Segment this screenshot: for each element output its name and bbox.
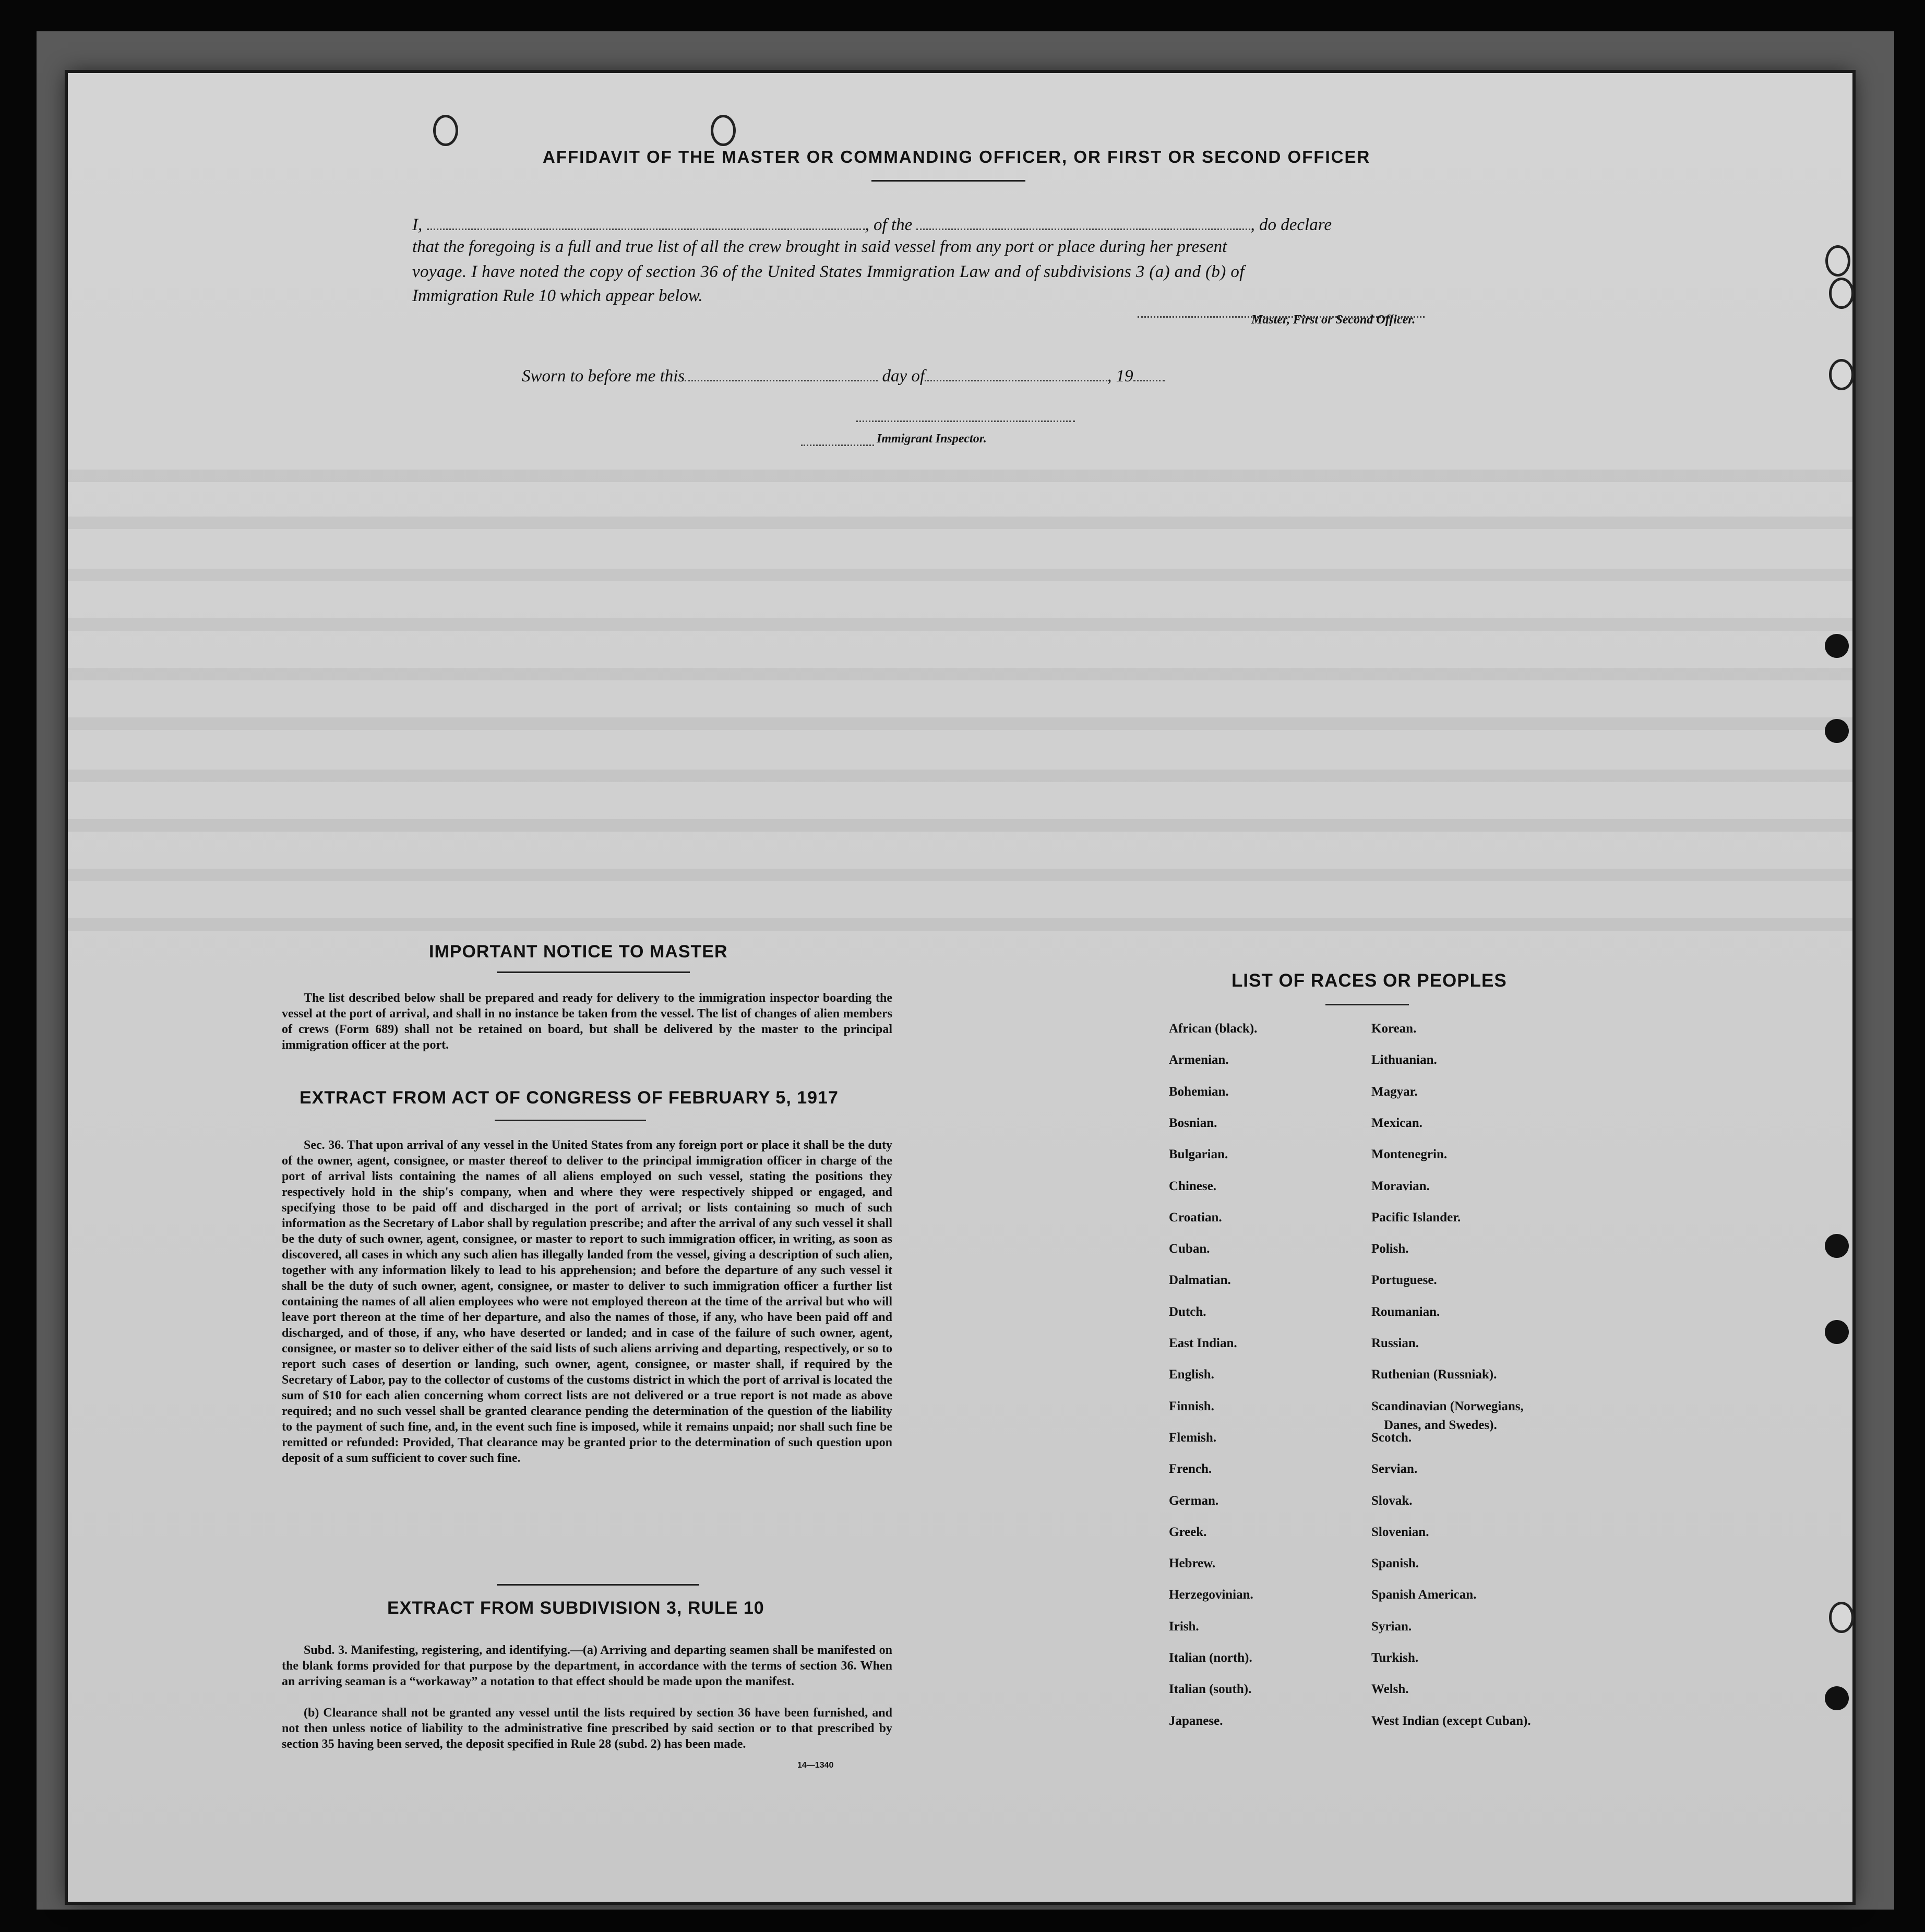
race-item: Pacific Islander.	[1371, 1210, 1461, 1225]
race-item: Irish.	[1169, 1619, 1199, 1634]
race-item: Syrian.	[1371, 1619, 1412, 1634]
punch-hole	[1825, 245, 1850, 277]
race-item: Moravian.	[1371, 1179, 1430, 1193]
race-item: Croatian.	[1169, 1210, 1222, 1225]
binding-dot	[1825, 1234, 1849, 1258]
bleed-through	[68, 918, 1852, 931]
race-item: Portuguese.	[1371, 1273, 1437, 1287]
bleed-through	[68, 668, 1852, 680]
race-item: Russian.	[1371, 1336, 1419, 1350]
race-item: Scotch.	[1371, 1431, 1412, 1445]
affidavit-of-the: , of the	[865, 215, 913, 234]
race-item: Finnish.	[1169, 1399, 1214, 1413]
bleed-through	[68, 470, 1852, 482]
year-blank[interactable]	[1133, 366, 1165, 381]
race-item: Chinese.	[1169, 1179, 1216, 1193]
rule-text-a: Subd. 3. Manifesting, registering, and identifying.—(a) Arriving and departing seamen shall be manifested on the blank forms provided for that purpose by the department, in accordance with the terms of section 36. When an arriving seaman is a “workaway” a notation to that effect should be made upon the manifest.	[282, 1643, 892, 1688]
race-right-continuation: Danes, and Swedes).	[1384, 1418, 1497, 1432]
race-item: Servian.	[1371, 1462, 1418, 1476]
race-item: Ruthenian (Russniak).	[1371, 1367, 1497, 1382]
bleed-through	[68, 569, 1852, 581]
race-item: Roumanian.	[1371, 1305, 1440, 1319]
race-item: Montenegrin.	[1371, 1147, 1448, 1161]
race-item: Dalmatian.	[1169, 1273, 1231, 1287]
document-page	[68, 73, 1852, 1902]
divider	[871, 180, 1025, 182]
affidavit-line-4: Immigration Rule 10 which appear below.	[412, 286, 703, 305]
race-item: Herzegovinian.	[1169, 1588, 1253, 1602]
race-item: Italian (north).	[1169, 1651, 1252, 1665]
binding-dot	[1825, 1686, 1849, 1710]
sworn-prefix: Sworn to before me this	[522, 367, 685, 386]
races-title: LIST OF RACES OR PEOPLES	[1231, 970, 1507, 991]
notice-text: The list described below shall be prepared and ready for delivery to the immigration inspector boarding the vessel at the port of arrival, and shall in no instance be taken from the vessel. The list of changes of alien members of crews (Form 689) shall not be retained on board, but shall be delivered by the master to the principal immigration officer at the port.	[282, 991, 892, 1052]
race-item: Hebrew.	[1169, 1556, 1216, 1570]
race-item: Italian (south).	[1169, 1682, 1252, 1696]
race-item: Armenian.	[1169, 1053, 1229, 1067]
divider	[497, 971, 690, 973]
race-item: Bulgarian.	[1169, 1147, 1228, 1161]
race-item: West Indian (except Cuban).	[1371, 1714, 1531, 1728]
race-item: Korean.	[1371, 1022, 1417, 1036]
divider	[497, 1584, 699, 1586]
race-item: Lithuanian.	[1371, 1053, 1437, 1067]
race-item: Spanish American.	[1371, 1588, 1477, 1602]
notice-title: IMPORTANT NOTICE TO MASTER	[429, 942, 728, 962]
race-item: East Indian.	[1169, 1336, 1237, 1350]
race-item: Scandinavian (Norwegians,	[1371, 1399, 1524, 1413]
vessel-blank[interactable]	[916, 215, 1250, 230]
race-item: Japanese.	[1169, 1714, 1223, 1728]
bleed-through	[68, 770, 1852, 782]
race-item: Slovenian.	[1371, 1525, 1429, 1539]
affidavit-line-3: voyage. I have noted the copy of section 36 of the United States Immigration Law and of subdivisions 3 (a) and (b) of	[412, 262, 1245, 281]
race-item: Greek.	[1169, 1525, 1207, 1539]
sworn-year: , 19	[1107, 367, 1133, 386]
form-number: 14—1340	[797, 1761, 834, 1770]
race-item: Cuban.	[1169, 1242, 1210, 1256]
bleed-through	[68, 869, 1852, 881]
race-item: Dutch.	[1169, 1305, 1206, 1319]
race-item: Bosnian.	[1169, 1116, 1217, 1130]
race-item: African (black).	[1169, 1022, 1258, 1036]
bleed-through	[68, 618, 1852, 631]
race-item: Magyar.	[1371, 1085, 1418, 1099]
race-item: French.	[1169, 1462, 1212, 1476]
affidavit-i: I,	[412, 215, 423, 234]
bleed-through	[68, 717, 1852, 730]
inspector-line-top	[856, 407, 1075, 422]
affidavit-declare: , do declare	[1250, 215, 1332, 234]
race-item: English.	[1169, 1367, 1214, 1382]
inspector-signature-blank[interactable]	[801, 431, 874, 446]
month-blank[interactable]	[925, 366, 1107, 381]
rule-text-b: (b) Clearance shall not be granted any vessel until the lists required by section 36 have been furnished, and not then unless notice of liability to the administrative fine prescribed by said section or to that prescribed by section 35 having been served, the deposit specified in Rule 28 (subd. 2) has been made.	[282, 1706, 892, 1751]
rule-title: EXTRACT FROM SUBDIVISION 3, RULE 10	[387, 1598, 764, 1618]
binding-dot	[1825, 634, 1849, 658]
inspector-label: Immigrant Inspector.	[877, 432, 987, 446]
race-item: Flemish.	[1169, 1431, 1216, 1445]
race-item: Bohemian.	[1169, 1085, 1229, 1099]
race-item: Slovak.	[1371, 1494, 1413, 1508]
master-signature-label: Master, First or Second Officer.	[1251, 313, 1416, 327]
sworn-line	[522, 365, 1200, 387]
punch-hole	[1829, 278, 1854, 309]
name-blank[interactable]	[427, 215, 865, 230]
race-item: Welsh.	[1371, 1682, 1409, 1696]
punch-hole	[1829, 359, 1854, 390]
affidavit-line-1	[412, 214, 1487, 236]
punch-hole	[711, 115, 736, 146]
race-item: Mexican.	[1371, 1116, 1422, 1130]
binding-dot	[1825, 719, 1849, 743]
race-item: Turkish.	[1371, 1651, 1419, 1665]
divider	[495, 1120, 646, 1121]
binding-dot	[1825, 1320, 1849, 1344]
act-text: Sec. 36. That upon arrival of any vessel in the United States from any foreign port or place it shall be the duty of the owner, agent, consignee, or master thereof to deliver to the principal immigration officer in charge of the port of arrival lists containing the names of all aliens employed on such vessel, stating the positions they respectively hold in the ship's company, when and where they were respectively shipped or engaged, and specifying those to be paid off and discharged in the port of arrival; or lists containing so much of such information as the Secretary of Labor shall by regulation prescribe; and after the arrival of any such vessel it shall be the duty of such owner, agent, consignee, or master to report to such immigration officer, in writing, as soon as discovered, all cases in which any such alien has illegally landed from the vessel, giving a description of such alien, together with any information likely to lead to his apprehension; and before the departure of any such vessel it shall be the duty of such owner, agent, consignee, or master to deliver to such immigration officer a further list containing the names of all alien employees who were not employed thereon at the time of the arrival but who will leave port thereon at the time of her departure, and also the names of those, if any, who have been paid off and discharged, and of those, if any, who have deserted or landed; and in case of the failure of such owner, agent, consignee, or master so to deliver either of the said lists of such aliens arriving and departing, respectively, or so to report such cases of desertion or landing, such owner, agent, consignee, or master shall, if required by the Secretary of Labor, pay to the collector of customs of the customs district in which the port of arrival is located the sum of $10 for each alien concerning whom correct lists are not delivered or a true report is not made as above required; and no such vessel shall be granted clearance pending the determination of the question of the liability to the payment of such fine, and, in the event such fine is imposed, while it remains unpaid; nor shall such fine be remitted or refunded: Provided, That clearance may be granted prior to the determination of such question upon deposit of a sum sufficient to cover such fine.	[282, 1138, 892, 1465]
day-blank[interactable]	[685, 366, 878, 381]
race-item: Spanish.	[1371, 1556, 1419, 1570]
divider	[1325, 1004, 1409, 1005]
race-item: Polish.	[1371, 1242, 1409, 1256]
affidavit-line-2: that the foregoing is a full and true list of all the crew brought in said vessel from any port or place during her present	[412, 237, 1227, 256]
bleed-through	[68, 517, 1852, 529]
sworn-day-of: day of	[882, 367, 925, 386]
bleed-through	[68, 819, 1852, 832]
punch-hole	[1829, 1602, 1854, 1633]
act-title: EXTRACT FROM ACT OF CONGRESS OF FEBRUARY 5, 1917	[300, 1088, 839, 1108]
race-item: German.	[1169, 1494, 1219, 1508]
affidavit-title: AFFIDAVIT OF THE MASTER OR COMMANDING OFFICER, OR FIRST OR SECOND OFFICER	[543, 147, 1371, 166]
punch-hole	[433, 115, 458, 146]
